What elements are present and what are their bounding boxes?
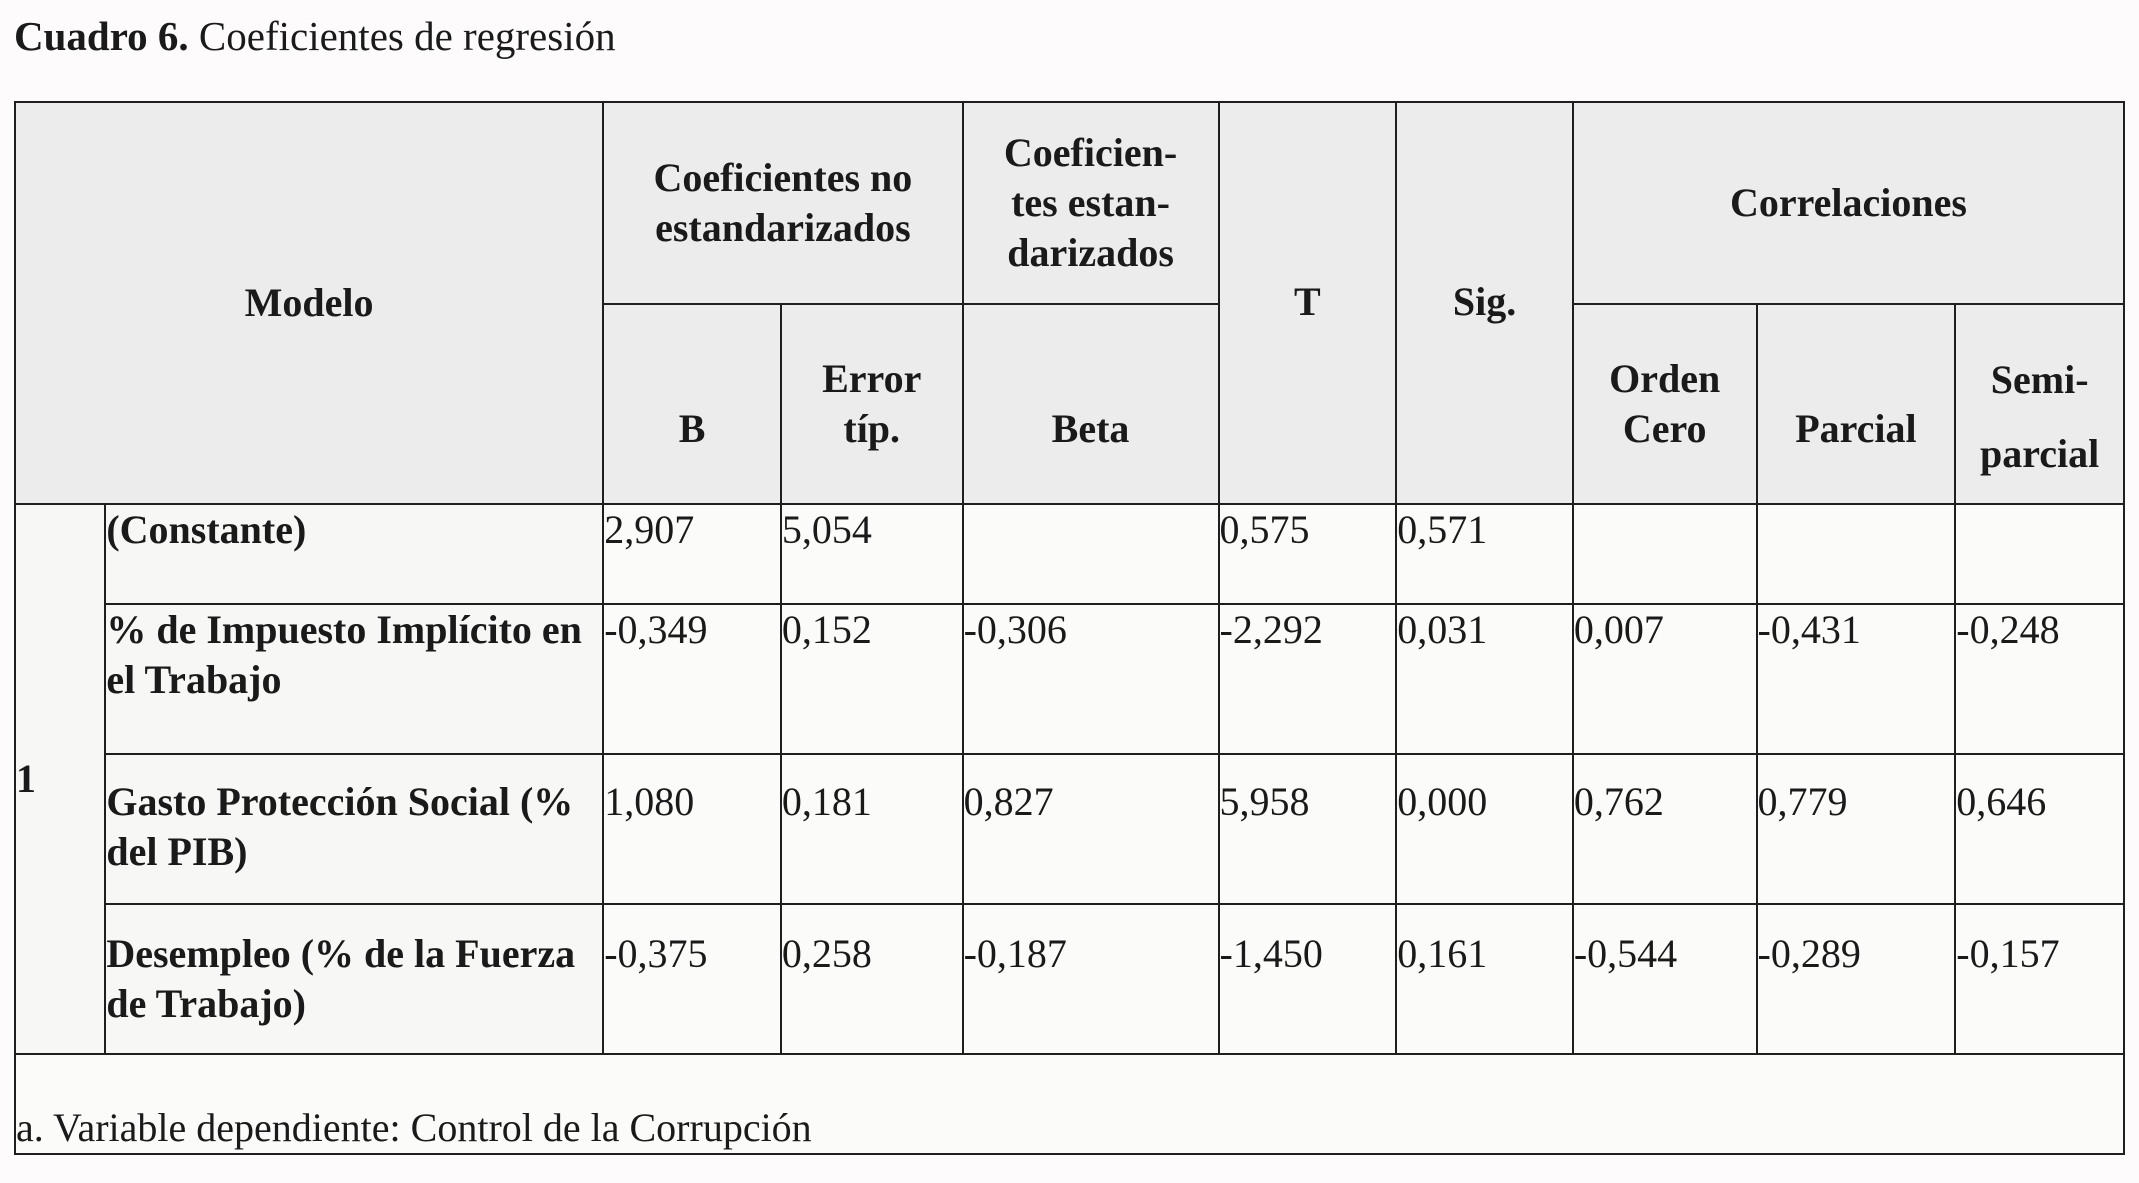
table-row — [15, 504, 2124, 604]
table-caption — [14, 6, 616, 66]
header-orden-cero: Orden Cero — [1573, 304, 1757, 504]
cell-orden-cero: 0,762 — [1573, 754, 1757, 904]
cell-semiparcial: 0,646 — [1955, 754, 2124, 904]
cell-orden-cero: 0,007 — [1573, 604, 1757, 754]
row-label: Gasto Protección Social (% del PIB) — [105, 754, 603, 904]
cell-orden-cero: -0,544 — [1573, 904, 1757, 1054]
table-footnote: a. Variable dependiente: Control de la Corrupción — [15, 1054, 2124, 1154]
header-sig: Sig. — [1396, 102, 1573, 504]
note-row — [15, 1054, 2124, 1154]
header-modelo: Modelo — [15, 102, 603, 504]
cell-parcial — [1757, 504, 1956, 604]
cell-error: 0,181 — [781, 754, 963, 904]
cell-b: -0,375 — [603, 904, 781, 1054]
header-parcial: Parcial — [1757, 304, 1956, 504]
header-beta: Beta — [963, 304, 1219, 504]
cell-semiparcial: -0,248 — [1955, 604, 2124, 754]
header-correlaciones: Correlaciones — [1573, 102, 2124, 304]
row-label: Desempleo (% de la Fuerza de Trabajo) — [105, 904, 603, 1054]
cell-b: 1,080 — [603, 754, 781, 904]
cell-sig: 0,161 — [1396, 904, 1573, 1054]
cell-orden-cero — [1573, 504, 1757, 604]
header-coef-no-std: Coeficientes no estandarizados — [603, 102, 962, 304]
header-error: Error típ. — [781, 304, 963, 504]
cell-sig: 0,000 — [1396, 754, 1573, 904]
cell-t: 0,575 — [1219, 504, 1397, 604]
header-b: B — [603, 304, 781, 504]
cell-beta — [963, 504, 1219, 604]
cell-sig: 0,571 — [1396, 504, 1573, 604]
cell-sig: 0,031 — [1396, 604, 1573, 754]
cell-b: -0,349 — [603, 604, 781, 754]
cell-parcial: -0,431 — [1757, 604, 1956, 754]
row-label: % de Impuesto Implícito en el Trabajo — [105, 604, 603, 754]
cell-beta: 0,827 — [963, 754, 1219, 904]
caption-number: Cuadro 6. — [14, 13, 189, 59]
regression-coefficients-table — [14, 101, 2125, 1155]
table-row — [15, 754, 2124, 904]
cell-error: 5,054 — [781, 504, 963, 604]
header-coef-std: Coeficien-tes estan-darizados — [963, 102, 1219, 304]
cell-t: 5,958 — [1219, 754, 1397, 904]
cell-t: -2,292 — [1219, 604, 1397, 754]
model-number: 1 — [15, 504, 105, 1054]
cell-semiparcial — [1955, 504, 2124, 604]
header-row-1 — [15, 102, 2124, 304]
caption-text: Coeficientes de regresión — [198, 13, 616, 59]
table-row — [15, 904, 2124, 1054]
cell-semiparcial: -0,157 — [1955, 904, 2124, 1054]
header-semiparcial: Semi- parcial — [1955, 304, 2124, 504]
cell-error: 0,152 — [781, 604, 963, 754]
cell-b: 2,907 — [603, 504, 781, 604]
cell-error: 0,258 — [781, 904, 963, 1054]
cell-parcial: -0,289 — [1757, 904, 1956, 1054]
cell-beta: -0,306 — [963, 604, 1219, 754]
cell-beta: -0,187 — [963, 904, 1219, 1054]
cell-t: -1,450 — [1219, 904, 1397, 1054]
table-row — [15, 604, 2124, 754]
row-label: (Constante) — [105, 504, 603, 604]
header-t: T — [1219, 102, 1397, 504]
cell-parcial: 0,779 — [1757, 754, 1956, 904]
